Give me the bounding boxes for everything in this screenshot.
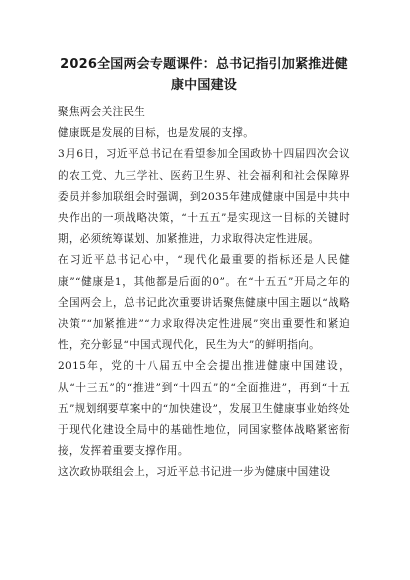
document-title: 2026全国两会专题课件：总书记指引加紧推进健康中国建设: [60, 57, 348, 93]
paragraph: 2015年，党的十八届五中全会提出推进健康中国建设，从“十三五”的“推进”到“十四五”的“全面推进”，再到“十五五”规划纲要草案中的“加快建设”，发展卫生健康事业始终处于现代化建设全局中的基础性地位，同国家整体战略紧密衔接，发挥着重要支撑作用。: [58, 360, 350, 458]
paragraph: 在习近平总书记心中，“现代化最重要的指标还是人民健康”“健康是1，其他都是后面的0”。在“十五五”开局之年的全国两会上，总书记此次重要讲话聚焦健康中国主题以“战略决策”“加紧推进”“力求取得决定性进展”突出重要性和紧迫性，充分彰显“中国式现代化，民生为大”的鲜明指向。: [58, 254, 350, 352]
paragraph: 健康既是发展的目标，也是发展的支撑。: [58, 127, 255, 140]
document-page: [58, 54, 350, 484]
paragraph: 3月6日，习近平总书记在看望参加全国政协十四届四次会议的农工党、九三学社、医药卫生界、社会福利和社会保障界委员并参加联组会时强调，到2035年建成健康中国是中共中央作出的一项战略决策，“十五五”是实现这一目标的关键时期，必须统筹谋划、加紧推进，力求取得决定性进展。: [58, 148, 350, 246]
paragraph-subheading: 聚焦两会关注民生: [58, 106, 146, 118]
paragraph: 这次政协联组会上，习近平总书记进一步为健康中国建设: [58, 466, 331, 479]
